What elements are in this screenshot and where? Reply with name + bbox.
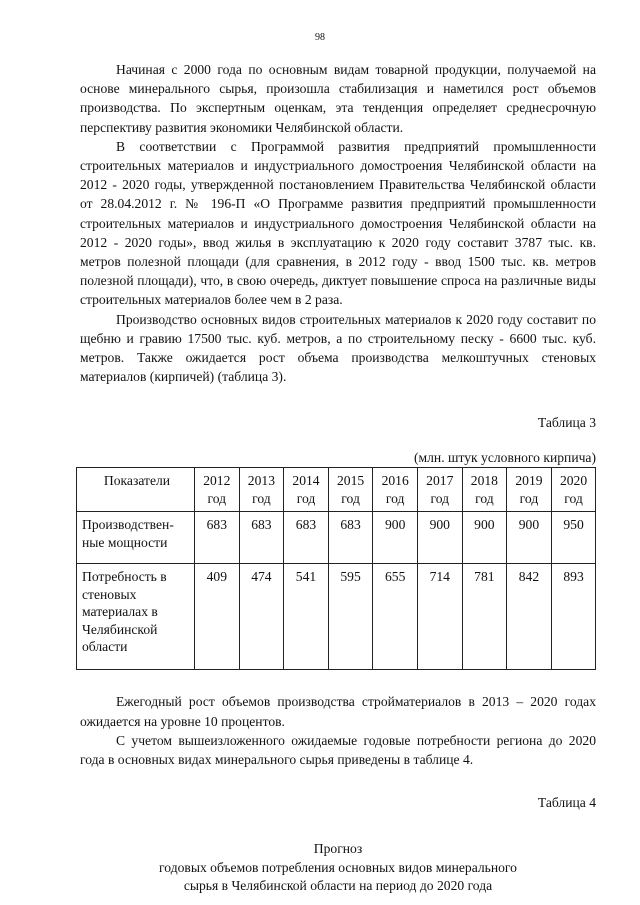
title-line: годовых объемов потребления основных видов минерального bbox=[159, 859, 517, 875]
title-line: сырья в Челябинской области на период до 2020 года bbox=[183, 878, 493, 894]
header-year: 2017 год bbox=[417, 468, 462, 512]
table-cell: 950 bbox=[551, 512, 596, 564]
table-row bbox=[77, 512, 596, 564]
table-cell: 893 bbox=[551, 564, 596, 670]
table-header-row bbox=[77, 468, 596, 512]
header-year: 2012 год bbox=[195, 468, 240, 512]
header-year: 2016 год bbox=[373, 468, 418, 512]
table-cell: 683 bbox=[328, 512, 373, 564]
table-cell: 714 bbox=[417, 564, 462, 670]
header-year: 2019 год bbox=[507, 468, 552, 512]
header-indicators: Показатели bbox=[77, 468, 195, 512]
title-line: Прогноз bbox=[313, 841, 363, 857]
table-cell: 781 bbox=[462, 564, 507, 670]
table-cell: 655 bbox=[373, 564, 418, 670]
header-year: 2014 год bbox=[284, 468, 329, 512]
table-cell: 683 bbox=[195, 512, 240, 564]
paragraph-2: В соответствии с Программой развития предприятий промышленности строительных материалов и индустриального домостроения Челябинской области на 2012 - 2020 годы, утвержденной постановлением Правительства Челябинской области от 28.04.2012 г. № 196-П «О Программе развития предприятий промышленности строительных материалов и индустриального домостроения Челябинской области на 2012 - 2020 годы», ввод жилья в эксплуатацию к 2020 году составит 3787 тыс. кв. метров полезной площади (для сравнения, в 2012 году - ввод 1500 тыс. кв. метров полезной площади), что, в свою очередь, диктует повышение спроса на различные виды строительных материалов более чем в 2 раза. bbox=[80, 138, 596, 308]
header-year: 2018 год bbox=[462, 468, 507, 512]
page-number: 98 bbox=[315, 32, 325, 43]
paragraph-1: Начиная с 2000 года по основным видам товарной продукции, получаемой на основе минерального сырья, произошла стабилизация и наметился рост объемов производства. По экспертным оценкам, эта тенденция определяет среднесрочную перспективу развития экономики Челябинской области. bbox=[80, 62, 596, 135]
table-cell: 683 bbox=[239, 512, 284, 564]
paragraph-4: Ежегодный рост объемов производства стройматериалов в 2013 – 2020 годах ожидается на уровне 10 процентов. bbox=[80, 694, 596, 729]
table-cell: 474 bbox=[239, 564, 284, 670]
table-cell: 842 bbox=[507, 564, 552, 670]
header-year: 2013 год bbox=[239, 468, 284, 512]
row-label: Производствен-ные мощности bbox=[77, 512, 195, 564]
row-label: Потребность в стеновых материалах в Челябинской области bbox=[77, 564, 195, 670]
table-3-units: (млн. штук условного кирпича) bbox=[414, 450, 596, 466]
table-cell: 595 bbox=[328, 564, 373, 670]
table-4-caption: Таблица 4 bbox=[537, 795, 596, 811]
table-cell: 900 bbox=[373, 512, 418, 564]
table-cell: 409 bbox=[195, 564, 240, 670]
table-4-title bbox=[80, 840, 596, 896]
table-cell: 683 bbox=[284, 512, 329, 564]
header-year: 2020 год bbox=[551, 468, 596, 512]
paragraph-3: Производство основных видов строительных материалов к 2020 году составит по щебню и гравию 17500 тыс. куб. метров, а по строительному песку - 6600 тыс. куб. метров. Также ожидается рост объема производства мелкоштучных стеновых материалов (кирпичей) (таблица 3). bbox=[80, 311, 596, 385]
header-year: 2015 год bbox=[328, 468, 373, 512]
table-3-caption: Таблица 3 bbox=[537, 415, 596, 431]
table-cell: 900 bbox=[417, 512, 462, 564]
table-cell: 900 bbox=[462, 512, 507, 564]
table-cell: 541 bbox=[284, 564, 329, 670]
table-row bbox=[77, 564, 596, 670]
table-3 bbox=[76, 467, 596, 670]
paragraph-5: С учетом вышеизложенного ожидаемые годовые потребности региона до 2020 года в основных видах минерального сырья приведены в таблице 4. bbox=[80, 732, 596, 768]
document-body bbox=[80, 60, 596, 896]
table-cell: 900 bbox=[507, 512, 552, 564]
